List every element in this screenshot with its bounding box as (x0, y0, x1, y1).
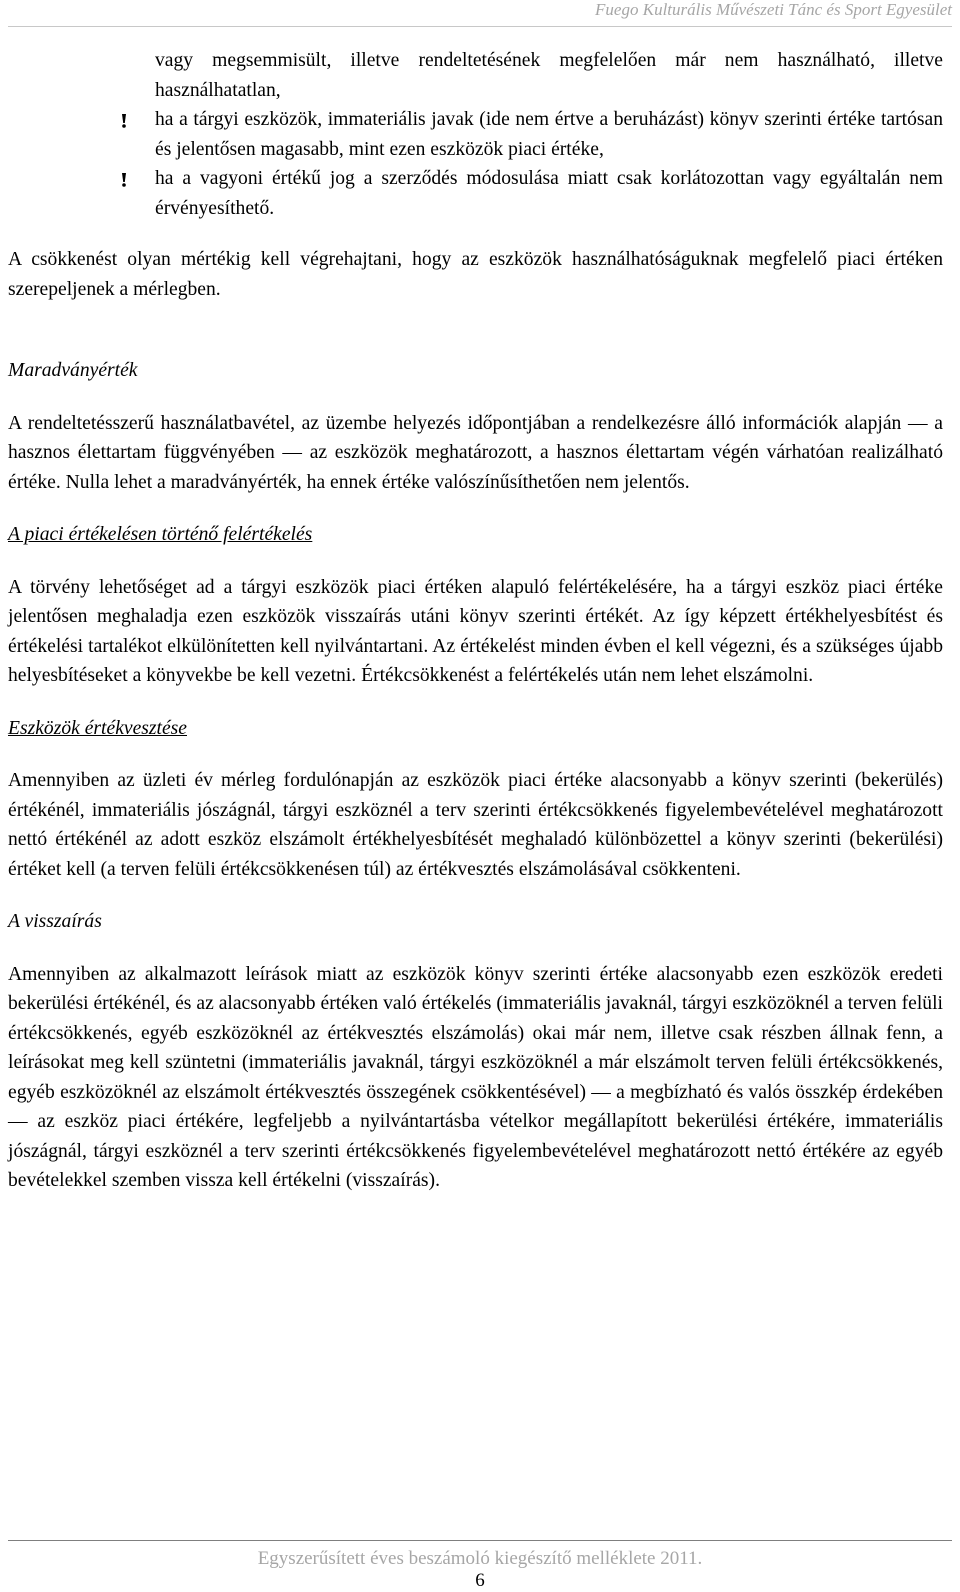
bullet-list (8, 46, 943, 223)
header-rule (8, 26, 952, 27)
page-number: 6 (475, 1570, 485, 1591)
bullet-continuation-text: vagy megsemmisült, illetve rendeltetésének megfelelően már nem használható, illetve használhatatlan, (155, 50, 943, 101)
section-body-ertekvesztes: Amennyiben az üzleti év mérleg fordulónapján az eszközök piaci értéke alacsonyabb a könyv szerinti (bekerülés) értékénél, immateriális jószágnál, tárgyi eszköznél a terv szerinti értékcsökkenés figyelembevételével meghatározott nettó értékénél az adott eszköz elszámolt értékhelyesbítését meghaladó különbözettel a könyv szerinti (bekerülési) értéket kell (a terven felüli értékcsökkenésen túl) az értékvesztés elszámolásával csökkenteni. (8, 770, 943, 880)
section-body-maradvanyertek: A rendeltetésszerű használatbavétel, az üzembe helyezés időpontjában a rendelkezésre álló információk alapján — a hasznos élettartam függvényében — az eszközök meghatározott, a hasznos élettartam végén várhatóan realizálható értéke. Nulla lehet a maradványérték, ha ennek értéke valószínűsíthetően nem jelentős. (8, 412, 943, 493)
bullet-item-2 (8, 164, 943, 223)
document-body (8, 46, 943, 1196)
bullet-continuation (8, 46, 943, 105)
page-header (0, 0, 960, 30)
bullet-icon (119, 173, 129, 187)
section-heading-maradvanyertek: Maradványérték (8, 360, 138, 381)
section-heading-ertekvesztes: Eszközök értékvesztése (8, 717, 187, 739)
bullet-text: ha a tárgyi eszközök, immateriális javak (ide nem értve a beruházást) könyv szerinti értéke tartósan és jelentősen magasabb, mint ezen eszközök piaci értéke, (155, 109, 943, 160)
page-footer (0, 1540, 960, 1589)
section-body-visszairas: Amennyiben az alkalmazott leírások miatt az eszközök könyv szerinti értéke alacsonyabb ezen eszközök eredeti bekerülési értékénél, és az alacsonyabb értéken való értékelés (immateriális javaknál, tárgyi eszközöknél a terven felüli értékcsökkenés, egyéb eszközöknél az értékvesztés elszámolás) okai már nem, illetve csak részben állnak fenn, a leírásokat meg kell szüntetni (immateriális javaknál, tárgyi eszközöknél a már elszámolt terven felüli értékcsökkenés, egyéb eszközöknél az elszámolt értékvesztés összegének csökkentésével) — a megbízható és valós összkép érdekében — az eszköz piaci értékére, legfeljebb a nyilvántartásba vételkor megállapított bekerülési értékére, immateriális jószágnál, tárgyi eszköznél a terv szerinti értékcsökkenés figyelembevételével meghatározott nettó értékére az egyéb bevételekkel szemben vissza kell értékelni (visszaírás). (8, 963, 943, 1191)
closing-paragraph: A csökkenést olyan mértékig kell végrehajtani, hogy az eszközök használhatóságuknak megfelelő piaci értéken szerepeljenek a mérlegben. (8, 249, 943, 300)
bullet-text: ha a vagyoni értékű jog a szerződés módosulása miatt csak korlátozottan vagy egyáltalán nem érvényesíthető. (155, 168, 943, 219)
footer-title: Egyszerűsített éves beszámoló kiegészítő melléklete 2011. (257, 1548, 703, 1569)
bullet-icon (119, 114, 129, 128)
header-title: Fuego Kulturális Művészeti Tánc és Sport Egyesület (595, 0, 952, 19)
footer-rule (8, 1540, 952, 1541)
section-heading-felertekeles: A piaci értékelésen történő felértékelés (8, 524, 313, 545)
bullet-item-1 (8, 105, 943, 164)
section-body-felertekeles: A törvény lehetőséget ad a tárgyi eszközök piaci értéken alapuló felértékelésére, ha a tárgyi eszköz piaci értéke jelentősen meghaladja ezen eszközök visszaírás utáni könyv szerinti értékét. Az így képzett értékhelyesbítést és értékelési tartalékot elkülönítetten kell nyilvántartani. Az értékelést minden évben el kell végezni, és a szükséges újabb helyesbítéseket a könyvekbe be kell vezetni. Értékcsökkenést a felértékelés után nem lehet elszámolni. (8, 576, 943, 686)
section-heading-visszairas: A visszaírás (8, 911, 102, 932)
